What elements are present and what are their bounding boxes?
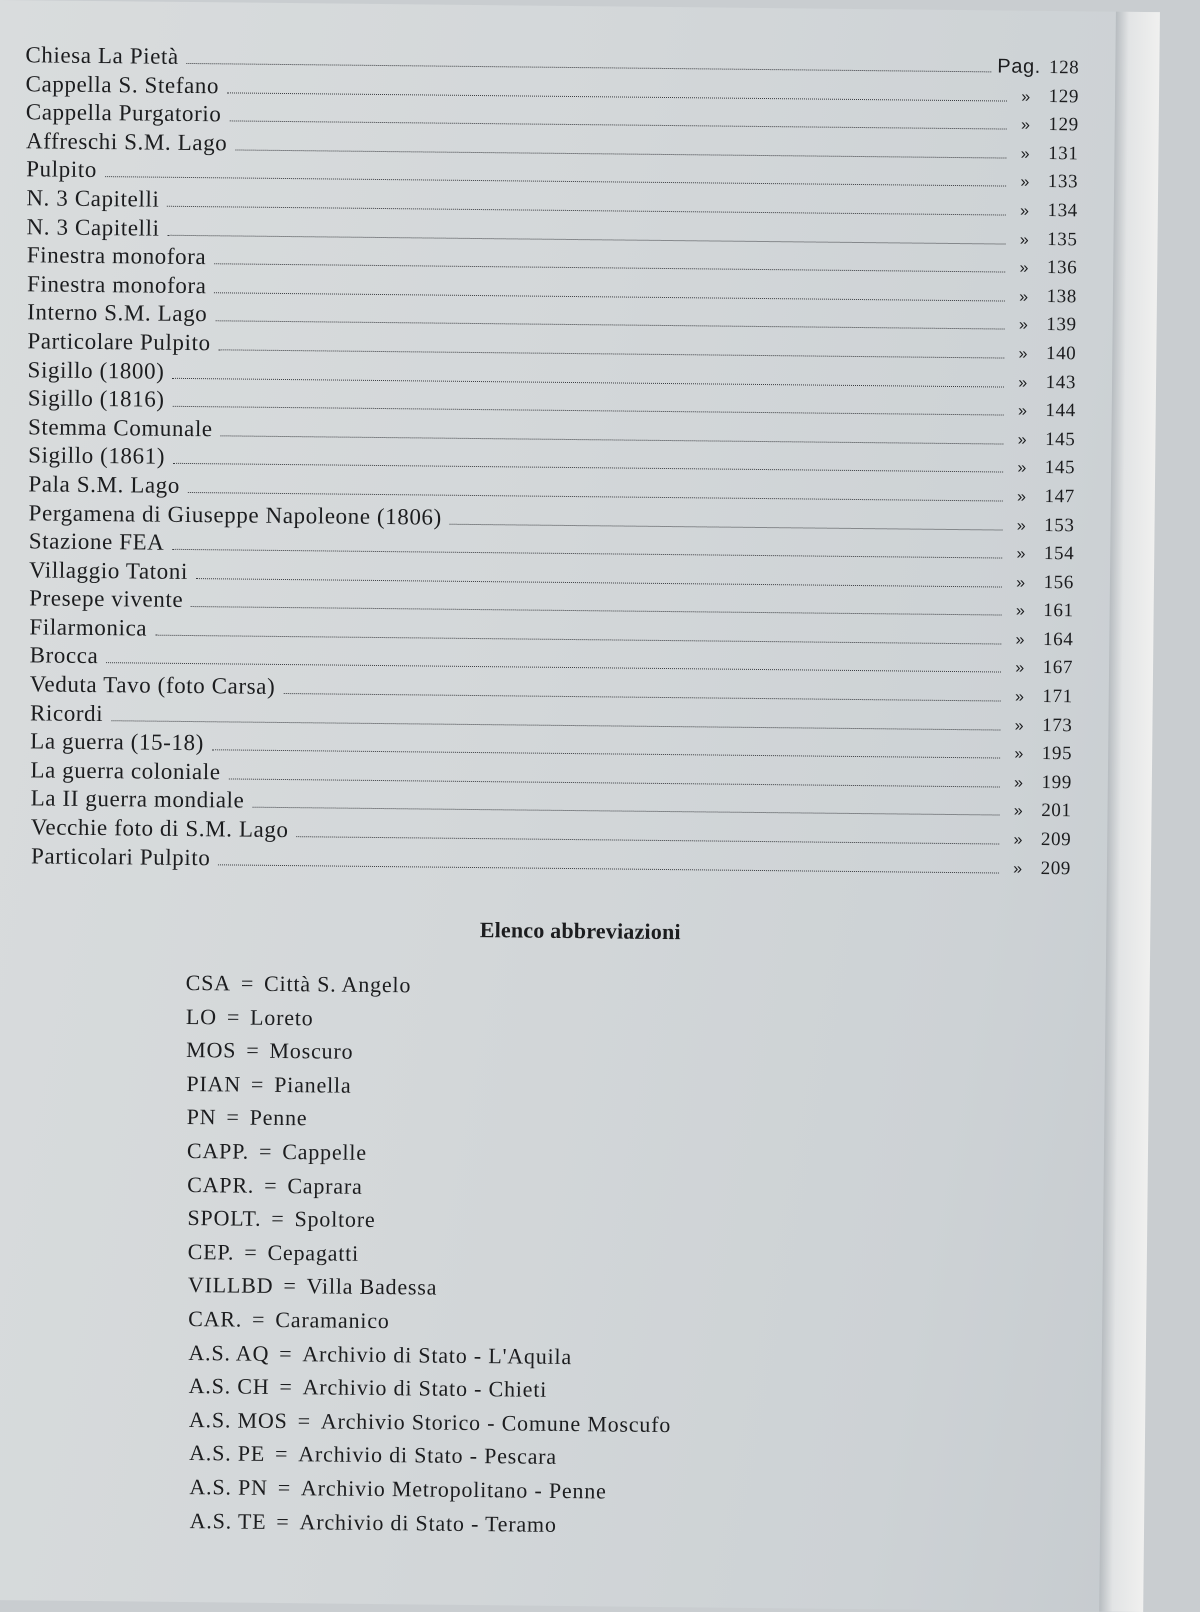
abbreviation-meaning: Città S. Angelo (264, 970, 412, 998)
toc-entry-title: La II guerra mondiale (30, 785, 245, 814)
ditto-mark: » (1017, 488, 1027, 506)
toc-entry-page: 209 (1040, 857, 1072, 879)
dot-leader (196, 564, 1002, 587)
ditto-mark: » (1014, 688, 1025, 706)
toc-entry-page: 156 (1043, 571, 1075, 593)
toc-entry-page: 138 (1046, 285, 1078, 308)
equals-sign: = (283, 1273, 297, 1299)
ditto-mark: » (1015, 660, 1025, 678)
abbreviation-code: PIAN (186, 1070, 242, 1097)
toc-entry-page: 136 (1046, 257, 1078, 279)
toc-entry-page: 154 (1043, 543, 1075, 565)
equals-sign: = (250, 1071, 265, 1097)
toc-entry-title: Pala S.M. Lago (28, 471, 181, 498)
toc-entry-title: Brocca (29, 642, 99, 669)
toc-entry-page: 201 (1041, 800, 1072, 822)
abbreviation-code: A.S. TE (189, 1507, 267, 1534)
ditto-mark: » (1018, 317, 1029, 335)
ditto-mark: » (1020, 145, 1031, 163)
equals-sign: = (271, 1206, 285, 1232)
equals-sign: = (226, 1004, 241, 1030)
toc-entry-title: Cappella Purgatorio (25, 99, 222, 127)
abbreviation-entry (181, 1440, 671, 1479)
ditto-mark: » (1019, 288, 1029, 306)
toc-entry-title: Veduta Tavo (foto Carsa) (29, 671, 276, 699)
toc-entry-title: Ricordi (29, 700, 104, 726)
abbreviation-meaning: Cappelle (282, 1138, 367, 1165)
abbreviation-entry (182, 1340, 672, 1379)
abbreviation-code: SPOLT. (187, 1205, 262, 1231)
abbreviation-meaning: Archivio di Stato - Pescara (298, 1441, 558, 1470)
equals-sign: = (240, 970, 255, 996)
toc-entry-title: La guerra (15-18) (30, 728, 205, 756)
ditto-mark: » (1020, 116, 1031, 134)
dot-leader (215, 307, 1004, 330)
toc-entry-page: 129 (1048, 114, 1079, 136)
abbreviation-code: MOS (186, 1037, 237, 1063)
toc-entry-page: 139 (1046, 314, 1077, 336)
abbreviation-entry (183, 1239, 673, 1278)
dot-leader (105, 162, 1006, 186)
ditto-mark: » (1016, 574, 1026, 592)
equals-sign: = (279, 1374, 293, 1400)
dot-leader (252, 793, 999, 816)
ditto-mark: » (1018, 374, 1028, 392)
toc-entry-title: N. 3 Capitelli (26, 213, 160, 241)
abbreviation-entry (184, 1071, 674, 1110)
toc-entry-title: Presepe vivente (29, 585, 184, 613)
toc-entry-title: Villaggio Tatoni (28, 557, 189, 584)
dot-leader (173, 392, 1004, 416)
ditto-mark: » (1014, 774, 1024, 792)
abbreviation-code: CAPR. (187, 1171, 255, 1198)
dot-leader (450, 509, 1003, 530)
toc-entry-page: 167 (1042, 657, 1074, 679)
toc-entry-title: Sigillo (1861) (28, 442, 166, 470)
ditto-mark: » (1018, 345, 1029, 363)
toc-entry-title: N. 3 Capitelli (26, 185, 160, 212)
ditto-mark: » (1019, 259, 1030, 277)
ditto-mark: » (1017, 402, 1028, 420)
equals-sign: = (279, 1340, 293, 1366)
toc-entry-title: La guerra coloniale (30, 757, 221, 785)
equals-sign: = (246, 1037, 260, 1063)
abbreviation-meaning: Villa Badessa (306, 1273, 438, 1300)
abbreviation-code: CSA (185, 969, 232, 996)
abbreviation-entry (182, 1272, 672, 1311)
ditto-mark: » (1020, 174, 1030, 192)
toc-entry-title: Finestra monofora (26, 242, 207, 270)
abbreviation-code: A.S. AQ (188, 1339, 270, 1366)
toc-entry-page: 147 (1044, 485, 1075, 508)
abbreviation-meaning: Moscuro (269, 1038, 354, 1064)
toc-entry-title: Cappella S. Stefano (25, 70, 220, 98)
toc-entry-title: Pulpito (26, 156, 98, 183)
abbreviation-entry (181, 1407, 671, 1446)
dot-leader (173, 449, 1003, 473)
toc-entry-title: Pergamena di Giuseppe Napoleone (1806) (28, 499, 443, 530)
toc-entry-title: Stemma Comunale (27, 414, 213, 441)
toc-entry-page: 131 (1048, 142, 1079, 165)
toc-entry-title: Sigillo (1816) (27, 385, 165, 412)
abbreviation-entry (181, 1373, 671, 1412)
toc-entry-page: 135 (1047, 228, 1078, 250)
abbreviation-entry (183, 1205, 673, 1244)
toc-entry-page: 153 (1044, 514, 1075, 536)
abbreviation-code: CAR. (188, 1305, 243, 1332)
abbreviation-meaning: Cepagatti (267, 1239, 360, 1266)
abbreviation-entry (186, 970, 676, 1009)
abbreviation-code: PN (186, 1104, 217, 1130)
toc-entry-page: 143 (1045, 371, 1077, 393)
abbreviation-meaning: Spoltore (294, 1206, 376, 1233)
ditto-mark: » (1013, 860, 1023, 878)
abbreviations-heading: Elenco abbreviazioni (479, 917, 681, 945)
abbreviation-entry (184, 1138, 674, 1177)
dot-leader (283, 679, 1001, 702)
dot-leader (187, 49, 992, 72)
list-of-plates (17, 42, 1080, 882)
equals-sign: = (277, 1474, 292, 1501)
toc-entry-page: 145 (1044, 457, 1076, 479)
abbreviation-entry (185, 1004, 675, 1043)
dot-leader (219, 335, 1005, 358)
toc-entry-page: 161 (1043, 600, 1074, 622)
abbreviation-code: A.S. PN (189, 1473, 268, 1500)
toc-entry-title: Finestra monofora (26, 271, 207, 298)
abbreviation-entry (180, 1474, 670, 1513)
equals-sign: = (297, 1407, 312, 1434)
abbreviation-meaning: Archivio Metropolitano - Penne (300, 1475, 607, 1504)
dot-leader (172, 363, 1004, 387)
ditto-mark: » (1015, 631, 1026, 649)
abbreviation-code: VILLBD (187, 1272, 274, 1299)
toc-entry-page: 144 (1045, 400, 1076, 422)
equals-sign: = (276, 1508, 290, 1534)
abbreviation-entry (185, 1037, 675, 1076)
equals-sign: = (244, 1239, 258, 1265)
dot-leader (296, 822, 999, 844)
toc-entry-page: 129 (1048, 85, 1080, 107)
toc-entry-page: 164 (1042, 628, 1074, 651)
equals-sign: = (264, 1172, 278, 1198)
ditto-mark: » (1021, 88, 1031, 106)
abbreviation-code: A.S. PE (189, 1440, 266, 1467)
toc-entry-page: 173 (1042, 714, 1073, 736)
ditto-mark: » (1015, 602, 1026, 621)
abbreviation-entry (183, 1172, 673, 1211)
abbreviation-entry (180, 1507, 670, 1546)
ditto-mark: » (1017, 431, 1028, 449)
toc-entry-title: Affreschi S.M. Lago (25, 128, 228, 156)
dot-leader (172, 535, 1002, 559)
abbreviation-code: CEP. (187, 1238, 235, 1265)
toc-entry-title: Vecchie foto di S.M. Lago (30, 814, 289, 843)
dot-leader (155, 621, 1001, 645)
abbreviation-meaning: Archivio di Stato - Chieti (302, 1374, 548, 1402)
ditto-mark: » (1016, 545, 1027, 563)
abbreviation-code: CAPP. (186, 1137, 250, 1164)
equals-sign: = (274, 1441, 289, 1467)
abbreviation-entry (184, 1104, 674, 1143)
abbreviation-meaning: Penne (249, 1105, 308, 1131)
dot-leader (111, 706, 1000, 730)
toc-entry-page: 140 (1045, 342, 1077, 365)
toc-entry-title: Sigillo (1800) (27, 356, 165, 384)
abbreviation-entry (182, 1306, 672, 1345)
ditto-mark: » (1013, 803, 1024, 821)
equals-sign: = (252, 1306, 266, 1332)
abbreviation-code: A.S. CH (188, 1373, 270, 1400)
ditto-mark: » (1013, 831, 1024, 849)
abbreviation-meaning: Caprara (287, 1172, 363, 1199)
abbreviation-meaning: Archivio Storico - Comune Moscufo (320, 1408, 672, 1437)
abbreviation-code: A.S. MOS (188, 1406, 288, 1433)
dot-leader (167, 192, 1006, 216)
toc-entry-page: 195 (1041, 743, 1073, 765)
toc-entry-title: Interno S.M. Lago (27, 299, 208, 327)
dot-leader (227, 78, 1007, 101)
pag-label: Pag. (997, 55, 1042, 78)
abbreviation-meaning: Caramanico (275, 1306, 390, 1334)
ditto-mark: » (1016, 517, 1027, 535)
toc-entry-title: Chiesa La Pietà (25, 42, 179, 69)
abbreviation-meaning: Archivio di Stato - L'Aquila (302, 1340, 573, 1369)
toc-entry-page: 199 (1041, 771, 1072, 794)
dot-leader (221, 421, 1004, 444)
dot-leader (212, 736, 1000, 759)
abbreviations-list (180, 970, 676, 1546)
dot-leader (214, 278, 1005, 301)
toc-entry-page: 145 (1045, 428, 1076, 451)
toc-entry-title: Filarmonica (29, 614, 148, 641)
page-edge (1099, 12, 1160, 1612)
abbreviation-meaning: Pianella (274, 1071, 352, 1098)
toc-entry-page: 209 (1040, 828, 1072, 851)
abbreviation-code: LO (185, 1003, 218, 1029)
toc-entry-page: 171 (1042, 686, 1073, 708)
dot-leader (229, 764, 1000, 787)
dot-leader (235, 135, 1006, 158)
dot-leader (188, 478, 1003, 502)
toc-entry-page: 133 (1047, 171, 1079, 193)
toc-entry-title: Particolare Pulpito (27, 328, 211, 356)
ditto-mark: » (1014, 717, 1025, 735)
dot-leader (106, 649, 1001, 673)
equals-sign: = (226, 1104, 240, 1130)
toc-entry-title: Particolari Pulpito (30, 842, 211, 870)
ditto-mark: » (1019, 231, 1030, 249)
toc-entry-page: 134 (1047, 199, 1078, 222)
dot-leader (191, 592, 1002, 615)
equals-sign: = (258, 1138, 273, 1164)
toc-entry-title: Stazione FEA (28, 528, 165, 555)
dot-leader (214, 249, 1005, 272)
dot-leader (229, 107, 1007, 130)
ditto-mark: » (1020, 202, 1030, 220)
dot-leader (168, 220, 1006, 244)
toc-entry-page: 128 (1048, 56, 1080, 79)
abbreviation-meaning: Archivio di Stato - Teramo (299, 1508, 557, 1537)
ditto-mark: » (1014, 745, 1024, 764)
ditto-mark: » (1017, 459, 1027, 478)
abbreviation-meaning: Loreto (249, 1004, 314, 1030)
dot-leader (218, 850, 999, 873)
